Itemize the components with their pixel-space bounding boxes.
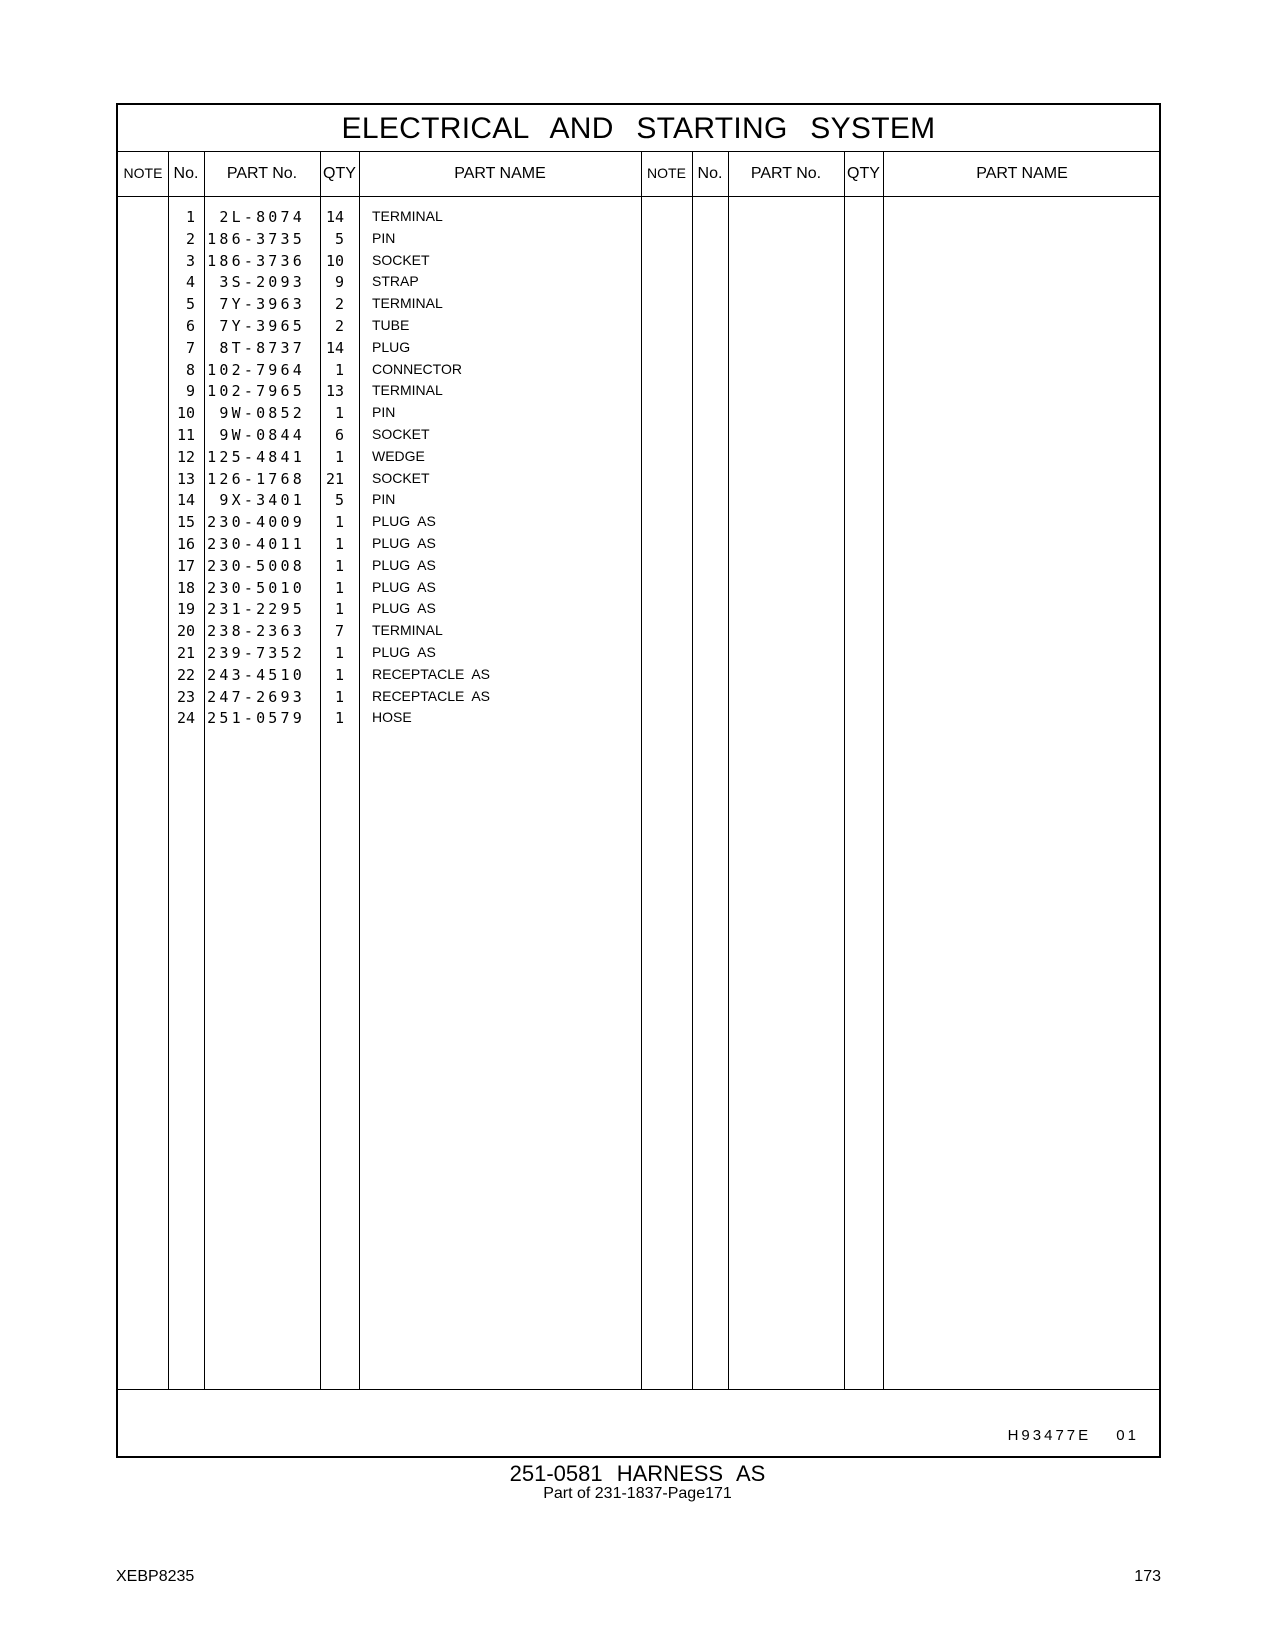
part-number: 231-2295 xyxy=(207,600,305,619)
part-index: 14 xyxy=(176,491,195,510)
page-title: ELECTRICAL AND STARTING SYSTEM xyxy=(118,105,1159,152)
part-qty: 1 xyxy=(334,709,344,728)
illustration-code: H93477E 01 xyxy=(1007,1427,1139,1444)
table-row xyxy=(118,555,678,577)
part-qty: 1 xyxy=(334,665,344,684)
column-divider xyxy=(728,151,729,1389)
part-qty: 14 xyxy=(325,208,344,226)
part-number: 2L-8074 xyxy=(219,208,305,226)
table-row xyxy=(118,206,678,228)
table-row xyxy=(118,315,678,337)
parts-table-frame xyxy=(116,103,1161,1458)
part-name: STRAP xyxy=(372,273,419,290)
part-index: 7 xyxy=(185,338,195,357)
table-row xyxy=(118,598,678,620)
part-qty: 1 xyxy=(334,600,344,619)
header-divider xyxy=(118,196,1159,197)
part-qty: 1 xyxy=(334,534,344,553)
part-number: 247-2693 xyxy=(207,687,305,706)
part-qty: 1 xyxy=(334,643,344,662)
part-qty: 2 xyxy=(334,316,344,335)
part-index: 5 xyxy=(185,295,195,314)
header-qty-right: QTY xyxy=(847,165,880,182)
part-number: 186-3735 xyxy=(207,229,305,248)
part-name: TUBE xyxy=(372,316,410,333)
part-number: 125-4841 xyxy=(207,447,305,466)
part-index: 19 xyxy=(176,600,195,619)
part-number: 102-7964 xyxy=(207,360,305,379)
part-number: 8T-8737 xyxy=(219,338,305,357)
part-number: 7Y-3963 xyxy=(219,295,305,314)
table-row xyxy=(118,228,678,250)
table-row xyxy=(118,577,678,599)
part-name: PIN xyxy=(372,491,396,508)
part-index: 2 xyxy=(185,229,195,248)
part-number: 230-4011 xyxy=(207,534,305,553)
assembly-subcaption: Part of 231-1837-Page171 xyxy=(543,1485,732,1502)
part-name: TERMINAL xyxy=(372,382,443,399)
page-number: 173 xyxy=(1134,1568,1161,1585)
part-number: 230-5008 xyxy=(207,556,305,575)
header-part-name-right: PART NAME xyxy=(976,165,1068,182)
part-qty: 1 xyxy=(334,578,344,597)
header-no: No. xyxy=(173,165,199,182)
header-no-right: No. xyxy=(697,165,723,182)
part-qty: 21 xyxy=(325,469,344,488)
part-number: 186-3736 xyxy=(207,251,305,270)
part-qty: 5 xyxy=(334,229,344,248)
part-index: 15 xyxy=(176,513,195,532)
part-qty: 6 xyxy=(334,425,344,444)
part-index: 3 xyxy=(185,251,195,270)
part-number: 239-7352 xyxy=(207,643,305,662)
part-qty: 1 xyxy=(334,687,344,706)
part-index: 8 xyxy=(185,360,195,379)
header-part-name: PART NAME xyxy=(454,165,546,182)
part-number: 243-4510 xyxy=(207,665,305,684)
document-id: XEBP8235 xyxy=(116,1568,195,1585)
part-number: 230-4009 xyxy=(207,513,305,532)
table-row xyxy=(118,511,678,533)
part-index: 20 xyxy=(176,622,195,641)
part-qty: 2 xyxy=(334,295,344,314)
part-qty: 10 xyxy=(325,251,344,270)
part-name: SOCKET xyxy=(372,251,430,268)
part-qty: 1 xyxy=(334,360,344,379)
part-name: PIN xyxy=(372,229,396,246)
part-name: PLUG AS xyxy=(372,534,436,551)
part-name: SOCKET xyxy=(372,469,430,486)
part-index: 10 xyxy=(176,404,195,423)
part-index: 1 xyxy=(185,208,195,226)
part-index: 13 xyxy=(176,469,195,488)
table-row xyxy=(118,271,678,293)
part-number: 102-7965 xyxy=(207,382,305,401)
part-number: 9W-0844 xyxy=(219,425,305,444)
part-name: CONNECTOR xyxy=(372,360,462,377)
part-name: PLUG AS xyxy=(372,578,436,595)
part-qty: 14 xyxy=(325,338,344,357)
part-index: 11 xyxy=(176,425,195,444)
table-row xyxy=(118,380,678,402)
table-row xyxy=(118,359,678,381)
part-number: 251-0579 xyxy=(207,709,305,728)
part-index: 6 xyxy=(185,316,195,335)
table-row xyxy=(118,489,678,511)
part-name: PLUG xyxy=(372,338,411,355)
table-row xyxy=(118,424,678,446)
part-index: 17 xyxy=(176,556,195,575)
table-row xyxy=(118,533,678,555)
part-name: RECEPTACLE AS xyxy=(372,687,491,704)
table-row xyxy=(118,250,678,272)
part-qty: 1 xyxy=(334,404,344,423)
part-index: 22 xyxy=(176,665,195,684)
part-number: 9X-3401 xyxy=(219,491,305,510)
header-note: NOTE xyxy=(123,165,163,181)
part-name: TERMINAL xyxy=(372,295,443,312)
part-qty: 1 xyxy=(334,447,344,466)
column-divider xyxy=(844,151,845,1389)
header-part-no-right: PART No. xyxy=(750,165,822,182)
part-qty: 13 xyxy=(325,382,344,401)
part-name: PIN xyxy=(372,404,396,421)
table-row xyxy=(118,620,678,642)
table-row xyxy=(118,468,678,490)
assembly-caption: 251-0581 HARNESS AS xyxy=(509,1461,766,1486)
header-note-right: NOTE xyxy=(647,165,686,181)
part-qty: 1 xyxy=(334,556,344,575)
part-number: 230-5010 xyxy=(207,578,305,597)
part-index: 24 xyxy=(176,709,195,728)
part-qty: 5 xyxy=(334,491,344,510)
table-row xyxy=(118,337,678,359)
parts-list xyxy=(118,206,678,729)
header-part-no: PART No. xyxy=(226,165,298,182)
part-name: PLUG AS xyxy=(372,513,436,530)
column-divider xyxy=(883,151,884,1389)
part-number: 9W-0852 xyxy=(219,404,305,423)
part-qty: 9 xyxy=(334,273,344,292)
part-index: 9 xyxy=(185,382,195,401)
part-qty: 7 xyxy=(334,622,344,641)
part-name: PLUG AS xyxy=(372,556,436,573)
part-index: 23 xyxy=(176,687,195,706)
table-row xyxy=(118,446,678,468)
header-qty: QTY xyxy=(323,165,356,182)
part-qty: 1 xyxy=(334,513,344,532)
table-row xyxy=(118,402,678,424)
part-name: WEDGE xyxy=(372,447,425,464)
table-row xyxy=(118,664,678,686)
part-name: PLUG AS xyxy=(372,643,436,660)
part-number: 238-2363 xyxy=(207,622,305,641)
part-name: HOSE xyxy=(372,709,412,726)
table-row xyxy=(118,707,678,729)
part-index: 21 xyxy=(176,643,195,662)
table-row xyxy=(118,293,678,315)
part-name: SOCKET xyxy=(372,425,430,442)
part-name: RECEPTACLE AS xyxy=(372,665,491,682)
table-row xyxy=(118,686,678,708)
part-index: 16 xyxy=(176,534,195,553)
footer-divider xyxy=(118,1389,1159,1390)
part-index: 4 xyxy=(185,273,195,292)
part-number: 7Y-3965 xyxy=(219,316,305,335)
part-number: 126-1768 xyxy=(207,469,305,488)
part-name: TERMINAL xyxy=(372,622,443,639)
part-index: 18 xyxy=(176,578,195,597)
part-name: TERMINAL xyxy=(372,208,443,224)
part-index: 12 xyxy=(176,447,195,466)
part-number: 3S-2093 xyxy=(219,273,305,292)
column-divider xyxy=(692,151,693,1389)
table-row xyxy=(118,642,678,664)
part-name: PLUG AS xyxy=(372,600,436,617)
